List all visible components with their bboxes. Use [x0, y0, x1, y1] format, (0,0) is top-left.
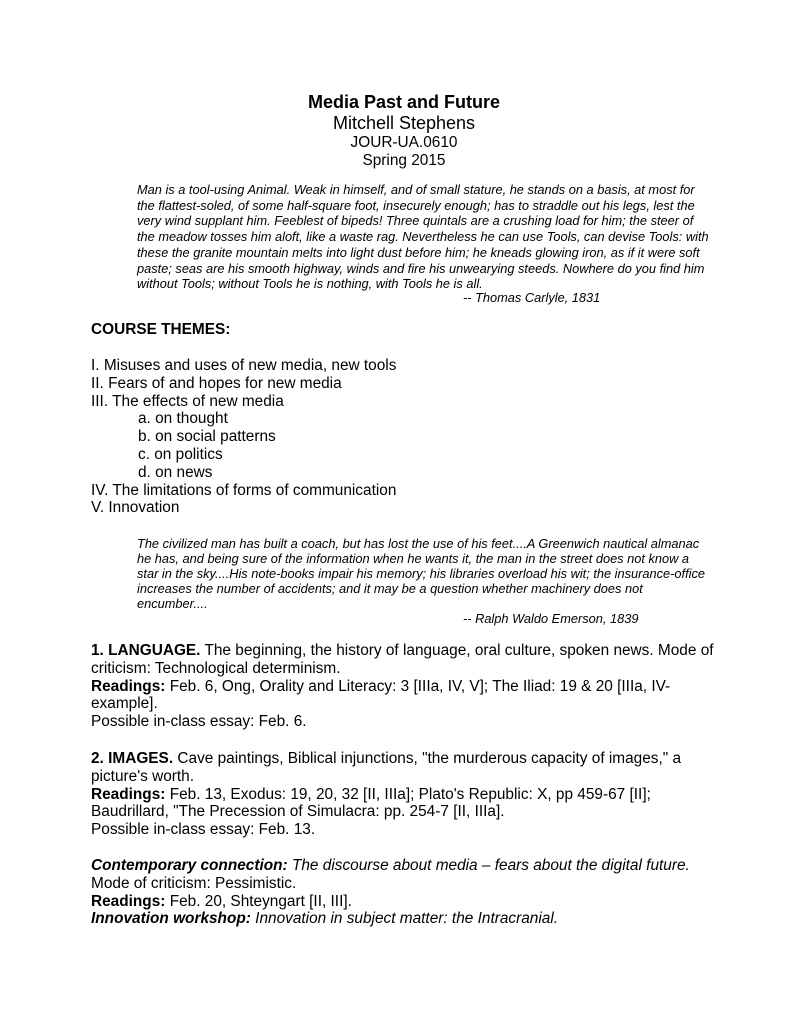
readings-label: Readings: — [91, 892, 166, 910]
section-description: The beginning, the history of language, oral culture, spoken news. Mode of — [204, 642, 714, 659]
epigraph-attribution: -- Ralph Waldo Emerson, 1839 — [463, 610, 639, 626]
course-themes-list — [91, 357, 396, 517]
theme-subitem: c. on politics — [138, 445, 223, 463]
epigraph-line: the meadow tosses him aloft, like a waste rag. Nevertheless he can use Tools, can devise Tools: with — [137, 229, 709, 245]
epigraph-line: these the granite mountain melts into light dust before him; he kneads glowing iron, as if it were soft — [137, 244, 700, 260]
section-description: Cave paintings, Biblical injunctions, "the murderous capacity of images," a — [177, 750, 682, 767]
contemporary-label: Contemporary connection: — [91, 857, 288, 874]
section-heading: 1. LANGUAGE. — [91, 642, 201, 659]
innovation-workshop-text: Innovation in subject matter: the Intracranial. — [255, 910, 559, 928]
author-name: Mitchell Stephens — [332, 113, 476, 133]
epigraph-line: The civilized man has built a coach, but has lost the use of his feet....A Greenwich nautical almanac — [137, 535, 700, 551]
epigraph-line: very wind supplant him. Feeblest of bipeds! Three quintals are a crushing load for him; the steer of — [137, 213, 694, 229]
course-themes-heading-block — [91, 321, 230, 339]
readings-text: Feb. 13, Exodus: 19, 20, 32 [II, IIIa]; Plato's Republic: X, pp 459-67 [II]; — [169, 785, 651, 803]
epigraph-line: the flattest-soled, of some half-square foot, insecurely enough; has to straddle out his legs, lest the — [137, 197, 695, 213]
innovation-workshop-label: Innovation workshop: — [91, 910, 251, 928]
readings-text: Feb. 20, Shteyngart [II, III]. — [169, 892, 352, 910]
epigraph-line: without Tools; without Tools he is nothing, with Tools he is all. — [137, 276, 483, 292]
theme-subitem: d. on news — [138, 463, 213, 481]
theme-item: III. The effects of new media — [91, 392, 284, 410]
section-description-line: criticism: Technological determinism. — [91, 659, 341, 677]
section-readings-line — [91, 786, 681, 804]
section-heading: 2. IMAGES. — [91, 750, 174, 767]
course-themes-heading: COURSE THEMES: — [91, 321, 231, 338]
epigraph-line: paste; seas are his smooth highway, winds and fire his unwearying steeds. Nowhere do you find him — [137, 260, 705, 276]
theme-item: II. Fears of and hopes for new media — [91, 374, 342, 392]
section-readings-line: Baudrillard, "The Precession of Simulacra: pp. 254-7 [II, IIIa]. — [91, 803, 505, 821]
readings-label: Readings: — [91, 677, 166, 695]
epigraph-line: star in the sky....His note-books impair his memory; his libraries overload his wit; the insurance-office — [137, 565, 706, 581]
readings-label: Readings: — [91, 785, 166, 803]
epigraph-carlyle — [137, 182, 709, 306]
section-contemporary-connection — [91, 857, 690, 928]
section-essay: Possible in-class essay: Feb. 6. — [91, 713, 307, 731]
document-title: Media Past and Future — [307, 92, 501, 112]
theme-subitem: a. on thought — [138, 410, 228, 428]
epigraph-line: encumber.... — [137, 595, 208, 611]
epigraph-emerson — [137, 536, 705, 626]
contemporary-text: The discourse about media – fears about the digital future. — [291, 857, 690, 874]
epigraph-line: Man is a tool-using Animal. Weak in himself, and of small stature, he stands on a basis, at most for — [137, 182, 695, 197]
section-language — [91, 642, 714, 731]
innovation-workshop-line — [91, 910, 690, 928]
epigraph-attribution: -- Thomas Carlyle, 1831 — [463, 289, 601, 305]
contemporary-readings-line — [91, 893, 690, 911]
epigraph-line: he has, and being sure of the information when he wants it, the man in the street does not know a — [137, 550, 690, 566]
section-essay: Possible in-class essay: Feb. 13. — [91, 821, 316, 839]
course-term: Spring 2015 — [362, 151, 446, 169]
contemporary-mode: Mode of criticism: Pessimistic. — [91, 874, 297, 892]
document-header — [91, 92, 717, 169]
section-readings-line: example]. — [91, 695, 158, 713]
section-readings-line — [91, 678, 714, 696]
section-description-line — [91, 642, 714, 660]
section-description-line: picture's worth. — [91, 767, 195, 785]
theme-subitem: b. on social patterns — [138, 428, 276, 446]
section-description-line — [91, 750, 681, 768]
readings-text: Feb. 6, Ong, Orality and Literacy: 3 [IIIa, IV, V]; The Iliad: 19 & 20 [IIIa, IV- — [169, 677, 671, 695]
epigraph-line: increases the number of accidents; and it may be a question whether machinery does not — [137, 580, 643, 596]
section-images — [91, 750, 681, 839]
contemporary-line — [91, 857, 690, 875]
theme-item: I. Misuses and uses of new media, new tools — [91, 357, 397, 374]
theme-item: V. Innovation — [91, 499, 180, 517]
course-code: JOUR-UA.0610 — [350, 134, 458, 151]
theme-item: IV. The limitations of forms of communication — [91, 481, 397, 499]
